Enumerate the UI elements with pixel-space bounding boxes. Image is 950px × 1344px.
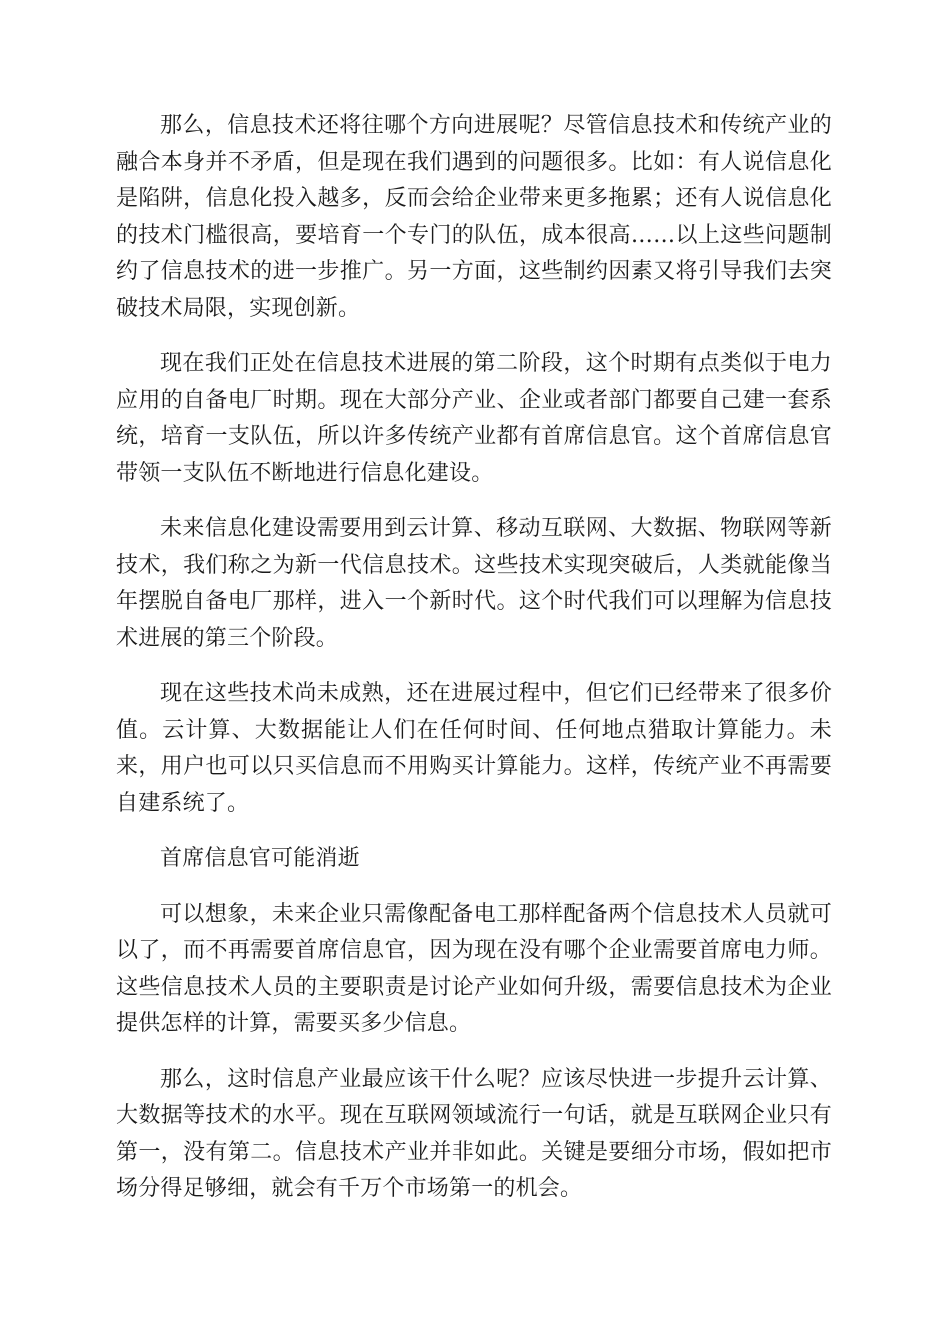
section-heading: 首席信息官可能消逝 [160, 846, 360, 871]
paragraph-2: 现在我们正处在信息技术进展的第二阶段，这个时期有点类似于电力应用的自备电厂时期。现在大部分产业、企业或者部门都要自己建一套系统，培育一支队伍，所以许多传统产业都有首席信息官。这个首席信息官带领一支队伍不断地进行信息化建设。 [116, 351, 832, 486]
paragraph-5: 可以想象，未来企业只需像配备电工那样配备两个信息技术人员就可以了，而不再需要首席信息官，因为现在没有哪个企业需要首席电力师。这些信息技术人员的主要职责是讨论产业如何升级，需要信息技术为企业提供怎样的计算，需要买多少信息。 [116, 901, 832, 1036]
paragraph-1: 那么，信息技术还将往哪个方向进展呢？尽管信息技术和传统产业的融合本身并不矛盾，但是现在我们遇到的问题很多。比如：有人说信息化是陷阱，信息化投入越多，反而会给企业带来更多拖累；还有人说信息化的技术门槛很高，要培育一个专门的队伍，成本很高……以上这些问题制约了信息技术的进一步推广。另一方面，这些制约因素又将引导我们去突破技术局限，实现创新。 [116, 113, 832, 321]
paragraph-6: 那么，这时信息产业最应该干什么呢？应该尽快进一步提升云计算、大数据等技术的水平。现在互联网领域流行一句话，就是互联网企业只有第一，没有第二。信息技术产业并非如此。关键是要细分市场，假如把市场分得足够细，就会有千万个市场第一的机会。 [116, 1066, 832, 1201]
document-page [116, 108, 832, 1227]
paragraph-3: 未来信息化建设需要用到云计算、移动互联网、大数据、物联网等新技术，我们称之为新一代信息技术。这些技术实现突破后，人类就能像当年摆脱自备电厂那样，进入一个新时代。这个时代我们可以理解为信息技术进展的第三个阶段。 [116, 516, 832, 651]
paragraph-4: 现在这些技术尚未成熟，还在进展过程中，但它们已经带来了很多价值。云计算、大数据能让人们在任何时间、任何地点猎取计算能力。未来，用户也可以只买信息而不用购买计算能力。这样，传统产业不再需要自建系统了。 [116, 681, 832, 816]
